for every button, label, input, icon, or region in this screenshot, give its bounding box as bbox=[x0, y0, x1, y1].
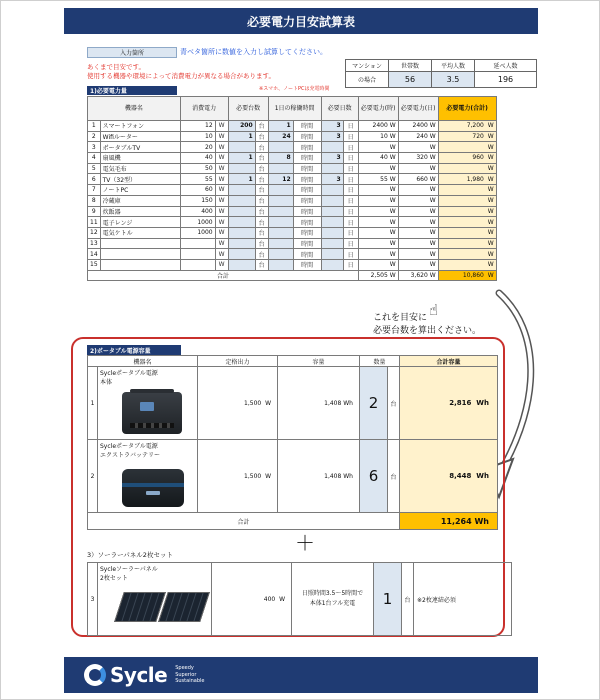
ps-header-capacity: 容量 bbox=[278, 356, 360, 367]
row-per-hour: W bbox=[358, 206, 398, 217]
ps-header-qty: 数量 bbox=[360, 356, 400, 367]
row-hours-unit: 時間 bbox=[293, 153, 321, 164]
ps-qty-input[interactable]: 2 bbox=[360, 367, 388, 440]
row-per-hour: W bbox=[358, 185, 398, 196]
solar-row-note: ※2枚連結必須 bbox=[414, 563, 512, 636]
row-power-unit: W bbox=[215, 163, 228, 174]
row-total: W bbox=[438, 206, 496, 217]
row-count-unit: 台 bbox=[255, 227, 268, 238]
ps-total-row bbox=[88, 513, 498, 530]
section3-label: 3）ソーラーパネル2枚セット bbox=[87, 551, 173, 559]
guide-text bbox=[373, 312, 481, 338]
row-days-unit: 日 bbox=[343, 142, 358, 153]
row-no: 8 bbox=[88, 195, 101, 206]
row-no: 6 bbox=[88, 174, 101, 185]
extra-battery-image bbox=[122, 469, 184, 507]
row-device-name: Wifiルーター bbox=[100, 131, 180, 142]
row-total: W bbox=[438, 227, 496, 238]
row-count-unit: 台 bbox=[255, 153, 268, 164]
row-count-unit: 台 bbox=[255, 121, 268, 132]
row-device-name: 電子レンジ bbox=[100, 217, 180, 228]
row-power-unit: W bbox=[215, 249, 228, 260]
row-days-unit: 日 bbox=[343, 249, 358, 260]
row-no: 2 bbox=[88, 131, 101, 142]
ps-row-no: 1 bbox=[88, 367, 98, 440]
sycle-logo-icon bbox=[84, 664, 106, 686]
ps-row-total: 8,448 Wh bbox=[400, 440, 498, 513]
row-per-hour: W bbox=[358, 259, 398, 270]
row-hours-unit: 時間 bbox=[293, 195, 321, 206]
row-days-unit: 日 bbox=[343, 227, 358, 238]
ps-row-total: 2,816 Wh bbox=[400, 367, 498, 440]
row-power: 50 bbox=[180, 163, 215, 174]
ps-grand-total: 11,264 Wh bbox=[400, 513, 498, 530]
note-line-1: あくまで目安です。 bbox=[87, 63, 145, 71]
solar-row-name bbox=[98, 563, 212, 636]
solar-panel-table bbox=[87, 562, 512, 636]
row-per-hour: W bbox=[358, 238, 398, 249]
row-count-input[interactable]: 1 bbox=[228, 131, 255, 142]
portable-power-station-image bbox=[122, 392, 182, 434]
row-power-unit: W bbox=[215, 238, 228, 249]
row-count-unit: 台 bbox=[255, 249, 268, 260]
row-no: 12 bbox=[88, 227, 101, 238]
row-power: 10 bbox=[180, 131, 215, 142]
row-count-unit: 台 bbox=[255, 142, 268, 153]
solar-charge-note bbox=[292, 563, 374, 636]
row-device-name: 電気ケトル bbox=[100, 227, 180, 238]
row-per-day: 320 W bbox=[398, 153, 438, 164]
row-days-input[interactable]: 3 bbox=[321, 121, 343, 132]
row-count-unit: 台 bbox=[255, 238, 268, 249]
row-hours-unit: 時間 bbox=[293, 131, 321, 142]
row-power-unit: W bbox=[215, 227, 228, 238]
row-hours-input[interactable]: 24 bbox=[268, 131, 293, 142]
row-per-hour: 10 W bbox=[358, 131, 398, 142]
row-per-day: W bbox=[398, 195, 438, 206]
row-count-unit: 台 bbox=[255, 195, 268, 206]
row-days-input[interactable]: 3 bbox=[321, 131, 343, 142]
row-days-unit: 日 bbox=[343, 174, 358, 185]
section2-label: 2)ポータブル電源容量 bbox=[87, 345, 181, 355]
row-per-day: 2400 W bbox=[398, 121, 438, 132]
row-total: 7,200 W bbox=[438, 121, 496, 132]
row-no: 4 bbox=[88, 153, 101, 164]
row-device-name: ノートPC bbox=[100, 185, 180, 196]
page-title: 必要電力目安試算表 bbox=[64, 8, 538, 34]
household-avg-input[interactable]: 3.5 bbox=[432, 72, 475, 88]
row-per-hour: 40 W bbox=[358, 153, 398, 164]
row-total: W bbox=[438, 238, 496, 249]
row-days-input[interactable]: 3 bbox=[321, 153, 343, 164]
ps-qty-input[interactable]: 6 bbox=[360, 440, 388, 513]
row-total: W bbox=[438, 217, 496, 228]
row-no: 5 bbox=[88, 163, 101, 174]
row-count-unit: 台 bbox=[255, 185, 268, 196]
pointing-hand-icon: ☝ bbox=[429, 301, 439, 319]
row-power: 40 bbox=[180, 153, 215, 164]
solar-charge-line: 本体1台フル充電 bbox=[309, 600, 356, 607]
row-hours-unit: 時間 bbox=[293, 259, 321, 270]
household-header-households: 世帯数 bbox=[389, 60, 432, 72]
row-device-name: 電気毛布 bbox=[100, 163, 180, 174]
row-power-unit: W bbox=[215, 185, 228, 196]
section1-note: ※スマホ、ノートPCは充電時間 bbox=[259, 86, 330, 92]
row-per-hour: 2400 W bbox=[358, 121, 398, 132]
ps-row-no: 2 bbox=[88, 440, 98, 513]
row-days-unit: 日 bbox=[343, 185, 358, 196]
row-power: 400 bbox=[180, 206, 215, 217]
ps-header-total: 合計容量 bbox=[400, 356, 498, 367]
row-power-unit: W bbox=[215, 174, 228, 185]
ps-name-line: Sycleポータブル電源 bbox=[100, 370, 158, 377]
row-device-name: 炊飯器 bbox=[100, 206, 180, 217]
row-power-unit: W bbox=[215, 121, 228, 132]
row-hours-unit: 時間 bbox=[293, 206, 321, 217]
row-count-input[interactable]: 1 bbox=[228, 174, 255, 185]
row-per-day: W bbox=[398, 227, 438, 238]
row-days-unit: 日 bbox=[343, 259, 358, 270]
row-device-name: スマートフォン bbox=[100, 121, 180, 132]
row-per-day: W bbox=[398, 206, 438, 217]
row-power-unit: W bbox=[215, 259, 228, 270]
row-per-hour: W bbox=[358, 195, 398, 206]
row-per-hour: W bbox=[358, 249, 398, 260]
row-days-unit: 日 bbox=[343, 195, 358, 206]
row-days-unit: 日 bbox=[343, 153, 358, 164]
row-per-day: W bbox=[398, 217, 438, 228]
row-no: 3 bbox=[88, 142, 101, 153]
power-total-per-hour: 2,505 W bbox=[358, 270, 398, 281]
row-total: W bbox=[438, 163, 496, 174]
header-device: 機器名 bbox=[88, 97, 181, 121]
row-power: 20 bbox=[180, 142, 215, 153]
ps-total-label: 合計 bbox=[88, 513, 400, 530]
row-count-unit: 台 bbox=[255, 206, 268, 217]
row-days-unit: 日 bbox=[343, 238, 358, 249]
household-count-input[interactable]: 56 bbox=[389, 72, 432, 88]
row-total: W bbox=[438, 259, 496, 270]
row-days-unit: 日 bbox=[343, 121, 358, 132]
household-total-value: 196 bbox=[475, 72, 537, 88]
row-hours-unit: 時間 bbox=[293, 163, 321, 174]
row-device-name: 冷蔵庫 bbox=[100, 195, 180, 206]
solar-qty-input[interactable]: 1 bbox=[374, 563, 402, 636]
row-power-unit: W bbox=[215, 153, 228, 164]
row-hours-unit: 時間 bbox=[293, 217, 321, 228]
row-per-day: 660 W bbox=[398, 174, 438, 185]
row-per-day: W bbox=[398, 238, 438, 249]
ps-qty-unit: 台 bbox=[388, 367, 400, 440]
row-hours-input[interactable]: 8 bbox=[268, 153, 293, 164]
header-hours: 1日の稼働時間 bbox=[268, 97, 321, 121]
ps-row bbox=[88, 440, 498, 513]
row-power-unit: W bbox=[215, 131, 228, 142]
row-power-unit: W bbox=[215, 217, 228, 228]
row-no: 11 bbox=[88, 217, 101, 228]
ps-row-output: 1,500 W bbox=[198, 367, 278, 440]
section1-label: 1)必要電力量 bbox=[87, 86, 177, 95]
row-power-unit: W bbox=[215, 206, 228, 217]
row-per-day: W bbox=[398, 249, 438, 260]
row-hours-unit: 時間 bbox=[293, 174, 321, 185]
ps-row-name bbox=[98, 367, 198, 440]
solar-row-output: 400 W bbox=[212, 563, 292, 636]
row-no: 1 bbox=[88, 121, 101, 132]
row-count-unit: 台 bbox=[255, 174, 268, 185]
row-total: W bbox=[438, 142, 496, 153]
row-per-day: W bbox=[398, 259, 438, 270]
row-days-unit: 日 bbox=[343, 217, 358, 228]
row-total: W bbox=[438, 249, 496, 260]
row-hours-unit: 時間 bbox=[293, 249, 321, 260]
row-per-day: 240 W bbox=[398, 131, 438, 142]
solar-qty-unit: 台 bbox=[402, 563, 414, 636]
row-hours-unit: 時間 bbox=[293, 238, 321, 249]
row-count-input[interactable]: 1 bbox=[228, 153, 255, 164]
row-days-unit: 日 bbox=[343, 131, 358, 142]
row-per-hour: W bbox=[358, 217, 398, 228]
header-total: 必要電力(合計) bbox=[438, 97, 496, 121]
row-power: 12 bbox=[180, 121, 215, 132]
row-total: 960 W bbox=[438, 153, 496, 164]
footer-brand: Sycle bbox=[110, 663, 168, 687]
row-per-day: W bbox=[398, 185, 438, 196]
row-no: 13 bbox=[88, 238, 101, 249]
row-hours-input[interactable]: 1 bbox=[268, 121, 293, 132]
ps-row-output: 1,500 W bbox=[198, 440, 278, 513]
household-row-label: の場合 bbox=[346, 72, 389, 88]
ps-row bbox=[88, 367, 498, 440]
ps-name-line: Sycleポータブル電源 bbox=[100, 443, 158, 450]
ps-row-capacity: 1,408 Wh bbox=[278, 440, 360, 513]
header-per-hour: 必要電力(時) bbox=[358, 97, 398, 121]
row-no: 14 bbox=[88, 249, 101, 260]
power-total-label: 合計 bbox=[88, 270, 359, 281]
row-days-unit: 日 bbox=[343, 206, 358, 217]
note-line-2: 使用する機器や環境によって消費電力が異なる場合があります。 bbox=[87, 72, 275, 80]
row-per-hour: 55 W bbox=[358, 174, 398, 185]
header-power: 消費電力 bbox=[180, 97, 228, 121]
row-count-unit: 台 bbox=[255, 131, 268, 142]
row-power: 60 bbox=[180, 185, 215, 196]
input-instruction: 青ベタ箇所に数値を入力し試算してください。 bbox=[180, 48, 327, 56]
row-power: 1000 bbox=[180, 227, 215, 238]
row-device-name: 扇風機 bbox=[100, 153, 180, 164]
row-power: 150 bbox=[180, 195, 215, 206]
solar-row bbox=[88, 563, 512, 636]
household-header-total: 延べ人数 bbox=[475, 60, 537, 72]
row-device-name: TV（32型） bbox=[100, 174, 180, 185]
row-hours-unit: 時間 bbox=[293, 142, 321, 153]
row-power-unit: W bbox=[215, 195, 228, 206]
row-per-day: W bbox=[398, 163, 438, 174]
row-count-unit: 台 bbox=[255, 217, 268, 228]
row-hours-input[interactable]: 12 bbox=[268, 174, 293, 185]
footer-tagline: Speedy Superior Sustainable bbox=[175, 665, 205, 685]
solar-name-line: 2枚セット bbox=[100, 575, 128, 583]
solar-row-no: 3 bbox=[88, 563, 98, 636]
row-power: 1000 bbox=[180, 217, 215, 228]
row-total: 720 W bbox=[438, 131, 496, 142]
row-device-name: ポータブルTV bbox=[100, 142, 180, 153]
row-count-input[interactable]: 200 bbox=[228, 121, 255, 132]
guide-line-1: これを目安に bbox=[373, 313, 428, 323]
power-total-per-day: 3,620 W bbox=[398, 270, 438, 281]
ps-header-output: 定格出力 bbox=[198, 356, 278, 367]
guide-line-2: 必要台数を算出ください。 bbox=[373, 326, 482, 337]
ps-name-line: 本体 bbox=[100, 379, 113, 387]
row-per-hour: W bbox=[358, 227, 398, 238]
row-count-unit: 台 bbox=[255, 259, 268, 270]
power-grand-total: 10,860 W bbox=[438, 270, 496, 281]
ps-row-name bbox=[98, 440, 198, 513]
row-total: W bbox=[438, 185, 496, 196]
row-power: 55 bbox=[180, 174, 215, 185]
ps-name-line: エクストラバッテリー bbox=[100, 452, 160, 460]
portable-power-table bbox=[87, 355, 498, 530]
ps-qty-unit: 台 bbox=[388, 440, 400, 513]
row-per-day: W bbox=[398, 142, 438, 153]
header-days: 必要日数 bbox=[321, 97, 358, 121]
ps-header-device: 機器名 bbox=[88, 356, 198, 367]
solar-name-line: Sycleソーラーパネル bbox=[100, 566, 158, 573]
solar-charge-line: 日照時間3.5〜5時間で bbox=[301, 589, 364, 597]
footer bbox=[64, 657, 538, 693]
row-no: 7 bbox=[88, 185, 101, 196]
solar-panel-image bbox=[115, 586, 209, 626]
row-per-hour: W bbox=[358, 142, 398, 153]
plus-icon: ＋ bbox=[295, 531, 315, 555]
row-days-unit: 日 bbox=[343, 163, 358, 174]
row-total: 1,980 W bbox=[438, 174, 496, 185]
household-header-type: マンション bbox=[346, 60, 389, 72]
input-legend-swatch: 入力箇所 bbox=[87, 47, 177, 58]
household-header-avg: 平均人数 bbox=[432, 60, 475, 72]
row-power-unit: W bbox=[215, 142, 228, 153]
row-hours-unit: 時間 bbox=[293, 227, 321, 238]
ps-row-capacity: 1,408 Wh bbox=[278, 367, 360, 440]
row-no: 9 bbox=[88, 206, 101, 217]
row-hours-unit: 時間 bbox=[293, 121, 321, 132]
row-hours-unit: 時間 bbox=[293, 185, 321, 196]
header-per-day: 必要電力(日) bbox=[398, 97, 438, 121]
row-per-hour: W bbox=[358, 163, 398, 174]
row-total: W bbox=[438, 195, 496, 206]
row-no: 15 bbox=[88, 259, 101, 270]
row-days-input[interactable]: 3 bbox=[321, 174, 343, 185]
header-count: 必要台数 bbox=[228, 97, 268, 121]
row-count-unit: 台 bbox=[255, 163, 268, 174]
